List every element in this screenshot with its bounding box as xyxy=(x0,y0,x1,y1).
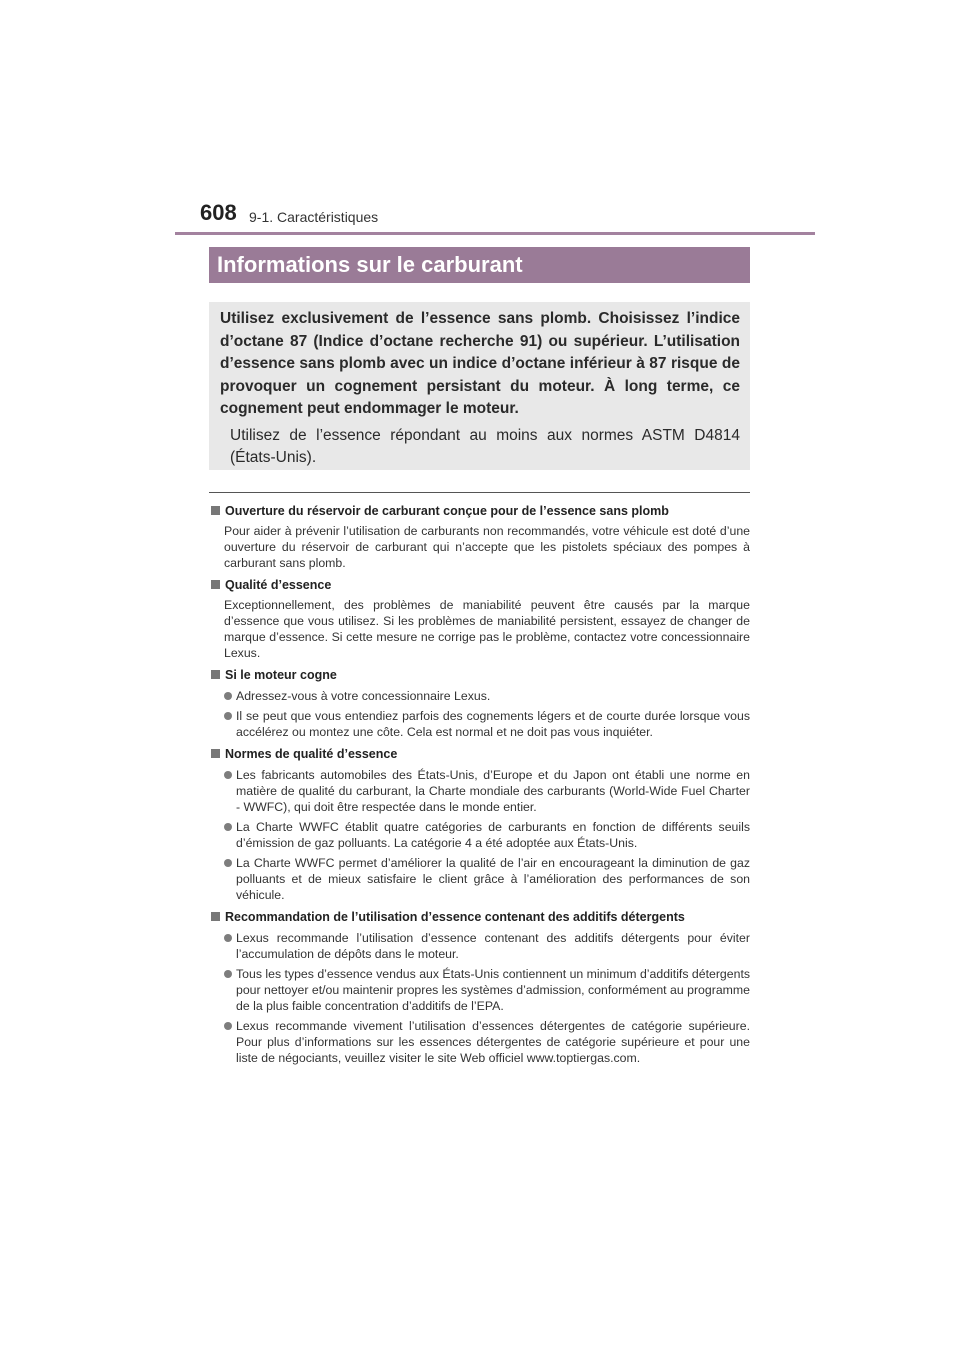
page-number: 608 xyxy=(200,200,237,225)
list-item xyxy=(224,819,750,851)
list-item-text: Adressez-vous à votre concessionnaire Lexus. xyxy=(236,689,491,703)
list-item-text: La Charte WWFC établit quatre catégories de carburants en fonction de différents seuils d’émission de gaz polluants. La catégorie 4 a été adoptée aux États-Unis. xyxy=(236,820,750,850)
list-item-text: La Charte WWFC permet d’améliorer la qualité de l’air en encourageant la diminution de gaz polluants et de mieux satisfaire le client grâce à l’amélioration des performances de son véhicule. xyxy=(236,856,750,902)
header-rule xyxy=(175,232,815,235)
list-item xyxy=(224,688,750,704)
list-item xyxy=(224,767,750,815)
title-bar xyxy=(209,247,750,283)
topic-heading-text: Ouverture du réservoir de carburant conçue pour de l’essence sans plomb xyxy=(225,504,669,518)
info-box-main: Utilisez exclusivement de l’essence sans plomb. Choisissez l’indice d’octane 87 (Indice d’octane recherche 91) ou supérieur. L’utilisation d’essence sans plomb avec un indice d’octane inférieur à 87 risque de provoquer un cognement persistant du moteur. À long terme, ce cognement peut endommager le moteur. xyxy=(220,310,740,418)
topic-detergent-additives xyxy=(209,908,750,1066)
topic-fuel-quality xyxy=(209,576,750,661)
list-item-text: Lexus recommande vivement l’utilisation d’essences détergentes de catégorie supérieure. Pour plus d’informations sur les essences détergentes de catégorie supérieure et pour une liste de négociants, veuillez visiter le site Web officiel www.toptiergas.com. xyxy=(236,1019,750,1065)
list-item xyxy=(224,708,750,740)
round-bullet-icon xyxy=(224,970,232,978)
topic-heading-text: Si le moteur cogne xyxy=(225,668,337,682)
round-bullet-icon xyxy=(224,823,232,831)
square-bullet-icon xyxy=(211,506,220,515)
list-item xyxy=(224,930,750,962)
square-bullet-icon xyxy=(211,749,220,758)
topic-heading-text: Recommandation de l’utilisation d’essence contenant des additifs détergents xyxy=(225,910,685,924)
topic-heading xyxy=(209,666,750,684)
list-item-text: Il se peut que vous entendiez parfois des cognements légers et de courte durée lorsque vous accélérez ou montez une côte. Cela est normal et ne doit pas vous inquiéter. xyxy=(236,709,750,739)
topic-engine-knock xyxy=(209,666,750,740)
topic-fuel-filler xyxy=(209,502,750,571)
topic-body: Pour aider à prévenir l’utilisation de carburants non recommandés, votre véhicule est doté d’une ouverture du réservoir de carburant qui n’accepte que les pistolets spéciaux des pompes à carburant sans plomb. xyxy=(224,524,750,570)
topic-body: Exceptionnellement, des problèmes de maniabilité peuvent être causés par la marque d’essence que vous utilisez. Si les problèmes de maniabilité persistent, essayez de changer de marque d’essence. Si cette mesure ne corrige pas le problème, contactez votre concessionnaire Lexus. xyxy=(224,598,750,660)
list-item-text: Les fabricants automobiles des États-Unis, d’Europe et du Japon ont établi une norme en matière de qualité du carburant, la Charte mondiale des carburants (World-Wide Fuel Charter - WWFC), qui doit être respectée dans le monde entier. xyxy=(236,768,750,814)
square-bullet-icon xyxy=(211,580,220,589)
topic-fuel-standards xyxy=(209,745,750,903)
list-item-text: Lexus recommande l’utilisation d’essence contenant des additifs détergents pour éviter l’accumulation de dépôts dans le moteur. xyxy=(236,931,750,961)
info-box xyxy=(209,302,750,470)
content xyxy=(209,502,750,1071)
list-item xyxy=(224,1018,750,1066)
topic-heading xyxy=(209,908,750,926)
topic-heading-text: Qualité d’essence xyxy=(225,578,332,592)
round-bullet-icon xyxy=(224,934,232,942)
round-bullet-icon xyxy=(224,692,232,700)
info-box-sub: Utilisez de l’essence répondant au moins aux normes ASTM D4814 (États-Unis). xyxy=(230,426,740,467)
topic-heading xyxy=(209,745,750,763)
topic-heading xyxy=(209,502,750,520)
square-bullet-icon xyxy=(211,670,220,679)
round-bullet-icon xyxy=(224,1022,232,1030)
round-bullet-icon xyxy=(224,771,232,779)
page-title: Informations sur le carburant xyxy=(217,252,523,277)
section-label: 9-1. Caractéristiques xyxy=(249,209,379,225)
topic-heading xyxy=(209,576,750,594)
list-item xyxy=(224,855,750,903)
topic-heading-text: Normes de qualité d’essence xyxy=(225,747,398,761)
round-bullet-icon xyxy=(224,859,232,867)
square-bullet-icon xyxy=(211,912,220,921)
list-item xyxy=(224,966,750,1014)
content-rule xyxy=(209,492,750,493)
list-item-text: Tous les types d’essence vendus aux États-Unis contiennent un minimum d’additifs détergents pour nettoyer et/ou maintenir propres les systèmes d’admission, conformément au programme de la plus faible concentration d’additifs de l’EPA. xyxy=(236,967,751,1013)
round-bullet-icon xyxy=(224,712,232,720)
